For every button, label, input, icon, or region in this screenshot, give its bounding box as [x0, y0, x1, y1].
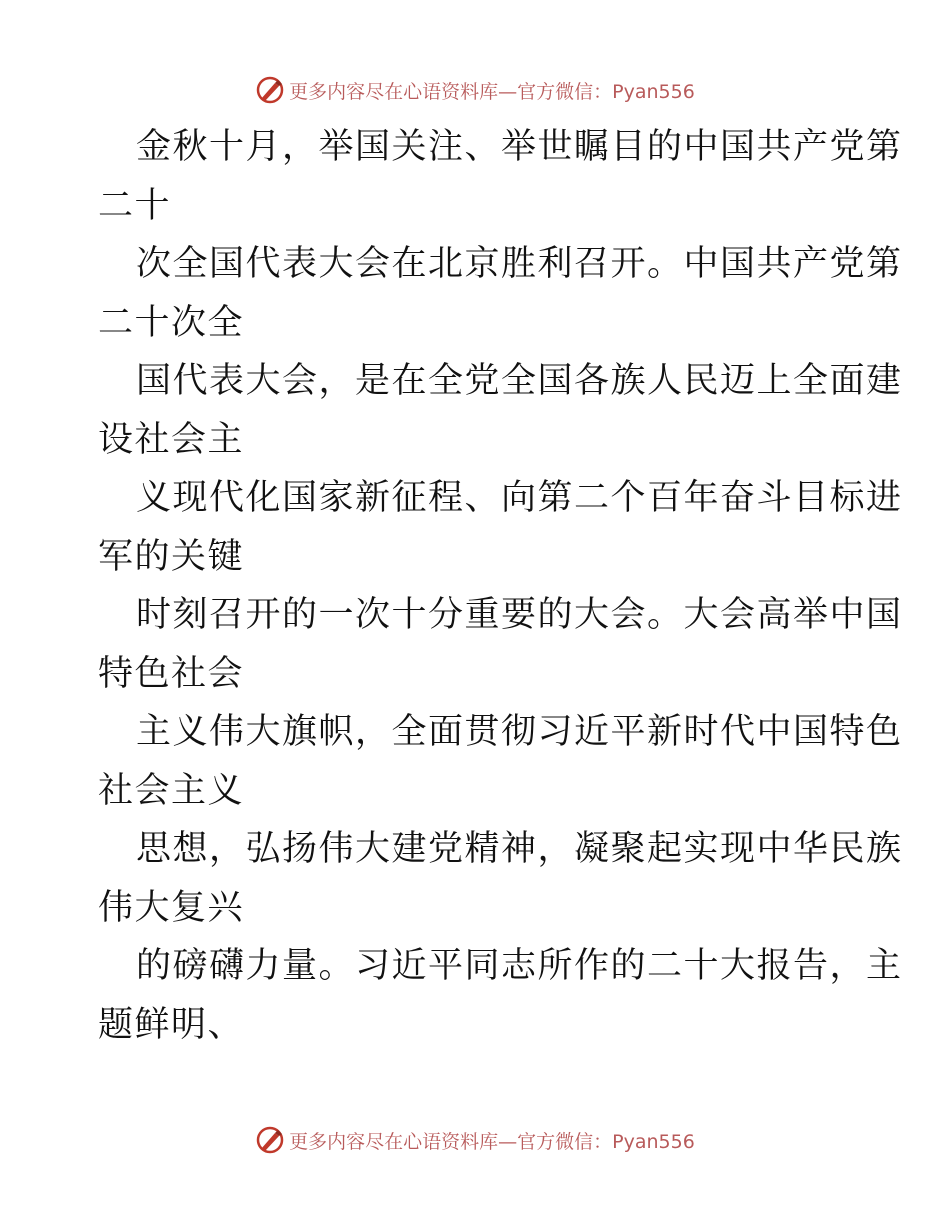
paragraph-line: 主义伟大旗帜，全面贯彻习近平新时代中国特色 — [136, 712, 903, 752]
paragraph-line: 次全国代表大会在北京胜利召开。中国共产党第 — [136, 244, 903, 284]
paragraph-line: 二十 — [98, 185, 172, 226]
paragraph-line: 国代表大会，是在全党全国各族人民迈上全面建 — [136, 361, 903, 401]
paragraph-line: 义现代化国家新征程、向第二个百年奋斗目标进 — [136, 478, 903, 518]
pen-logo-icon — [255, 1125, 285, 1155]
footer-banner-label: 更多内容尽在心语资料库—官方微信： — [289, 1130, 613, 1153]
paragraph-line: 军的关键 — [98, 536, 245, 577]
paragraph-line: 二十次全 — [98, 302, 245, 343]
header-watermark-banner — [0, 70, 950, 110]
footer-watermark-banner — [0, 1120, 950, 1160]
paragraph-line: 特色社会 — [98, 653, 245, 694]
pen-logo-icon — [255, 75, 285, 105]
footer-banner-text — [289, 1127, 695, 1154]
paragraph-line: 时刻召开的一次十分重要的大会。大会高举中国 — [136, 595, 903, 635]
footer-banner-id: Pyan556 — [612, 1130, 695, 1153]
header-banner-label: 更多内容尽在心语资料库—官方微信： — [289, 80, 613, 103]
document-body — [98, 118, 903, 1054]
paragraph-line: 伟大复兴 — [98, 887, 245, 928]
header-banner-text — [289, 77, 695, 104]
paragraph-line: 设社会主 — [98, 419, 245, 460]
paragraph-line: 的磅礴力量。习近平同志所作的二十大报告，主 — [136, 946, 903, 986]
paragraph-line: 金秋十月，举国关注、举世瞩目的中国共产党第 — [136, 127, 903, 167]
paragraph-line: 社会主义 — [98, 770, 245, 811]
header-banner-id: Pyan556 — [612, 80, 695, 103]
paragraph-line: 题鲜明、 — [98, 1004, 245, 1045]
paragraph-line: 思想，弘扬伟大建党精神，凝聚起实现中华民族 — [136, 829, 903, 869]
